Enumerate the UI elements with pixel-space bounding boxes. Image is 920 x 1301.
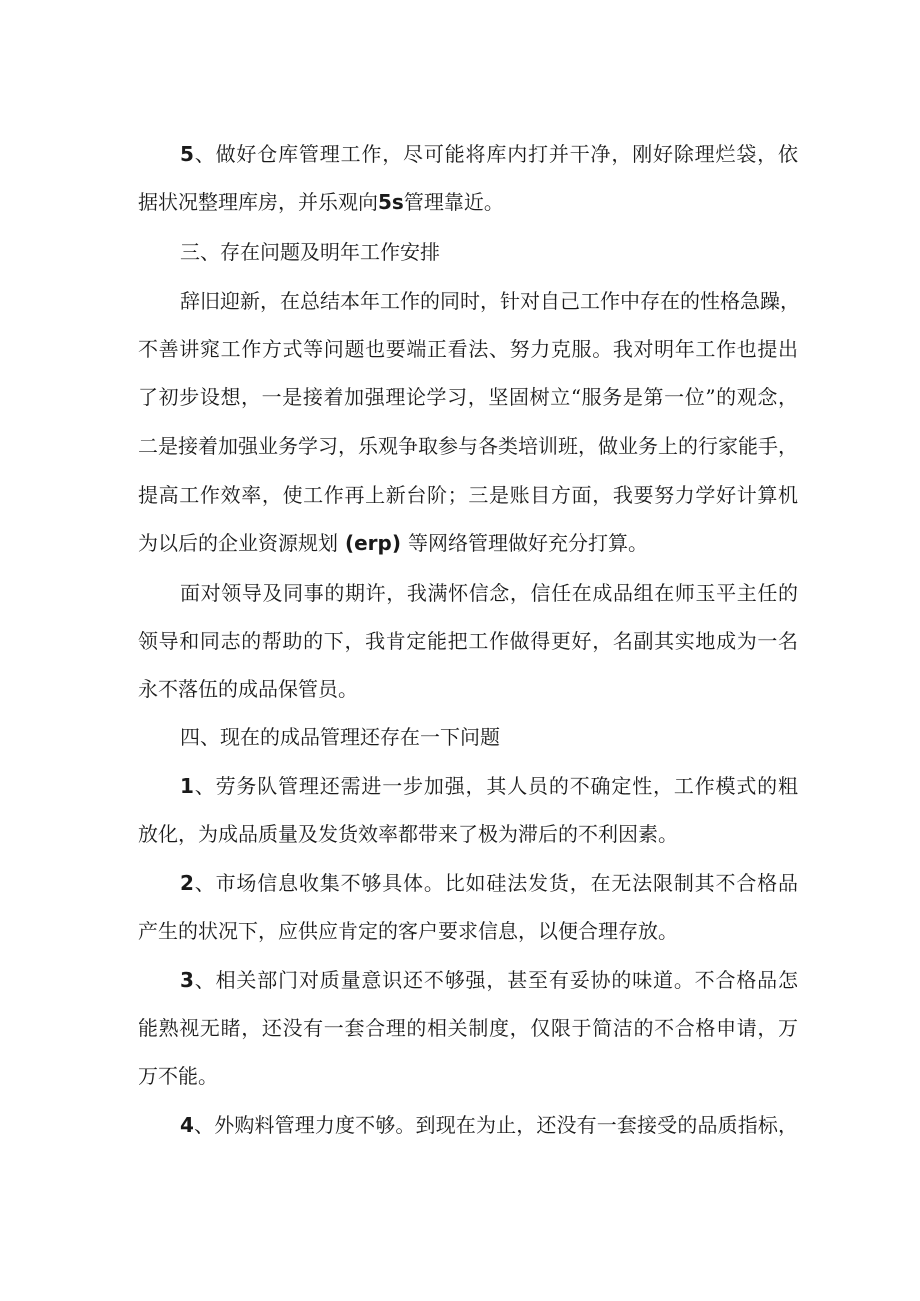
issue-1-line-1: 1、劳务队管理还需进一步加强，其人员的不确定性，工作模式的粗 — [180, 774, 798, 798]
issue-2-line-2: 产生的状况下，应供应肯定的客户要求信息，以便合理存放。 — [138, 919, 678, 943]
issue-3-line-3: 万不能。 — [138, 1064, 218, 1088]
paragraph-line: 二是接着加强业务学习，乐观争取参与各类培训班，做业务上的行家能手， — [138, 434, 798, 458]
paragraph-line: 面对领导及同事的期许，我满怀信念，信任在成品组在师玉平主任的 — [180, 581, 798, 605]
item-number: 5 — [180, 142, 194, 166]
item-5-line-1: 5、做好仓库管理工作，尽可能将库内打并干净，刚好除理烂袋，依 — [180, 142, 798, 166]
issue-3-line-2: 能熟视无睹，还没有一套合理的相关制度，仅限于简洁的不合格申请，万 — [138, 1016, 798, 1040]
paragraph-line: 了初步设想，一是接着加强理论学习，坚固树立“服务是第一位”的观念， — [138, 385, 798, 409]
paragraph-line: 辞旧迎新，在总结本年工作的同时，针对自己工作中存在的性格急躁， — [180, 289, 800, 313]
issue-3-line-1: 3、相关部门对质量意识还不够强，甚至有妥协的味道。不合格品怎 — [180, 968, 798, 992]
paragraph-line: 领导和同志的帮助的下，我肯定能把工作做得更好，名副其实地成为一名 — [138, 629, 798, 653]
paragraph-line: 为以后的企业资源规划 (erp) 等网络管理做好充分打算。 — [138, 531, 648, 555]
paragraph-line: 提高工作效率，使工作再上新台阶；三是账目方面，我要努力学好计算机 — [138, 483, 798, 507]
paragraph-line: 不善讲窕工作方式等问题也要端正看法、努力克服。我对明年工作也提出 — [138, 337, 798, 361]
issue-2-line-1: 2、市场信息收集不够具体。比如硅法发货，在无法限制其不合格品 — [180, 871, 798, 895]
section-heading-3: 三、存在问题及明年工作安排 — [180, 240, 440, 264]
issue-1-line-2: 放化，为成品质量及发货效率都带来了极为滞后的不利因素。 — [138, 822, 678, 846]
item-number: 3 — [180, 968, 194, 992]
item-number: 4 — [180, 1113, 194, 1137]
item-number: 1 — [180, 774, 194, 798]
issue-4-line-1: 4、外购料管理力度不够。到现在为止，还没有一套接受的品质指标， — [180, 1113, 798, 1137]
item-5-line-2: 据状况整理库房，并乐观向5s管理靠近。 — [138, 190, 504, 214]
item-number: 2 — [180, 871, 194, 895]
section-heading-4: 四、现在的成品管理还存在一下问题 — [180, 725, 500, 749]
paragraph-line: 永不落伍的成品保管员。 — [138, 677, 358, 701]
